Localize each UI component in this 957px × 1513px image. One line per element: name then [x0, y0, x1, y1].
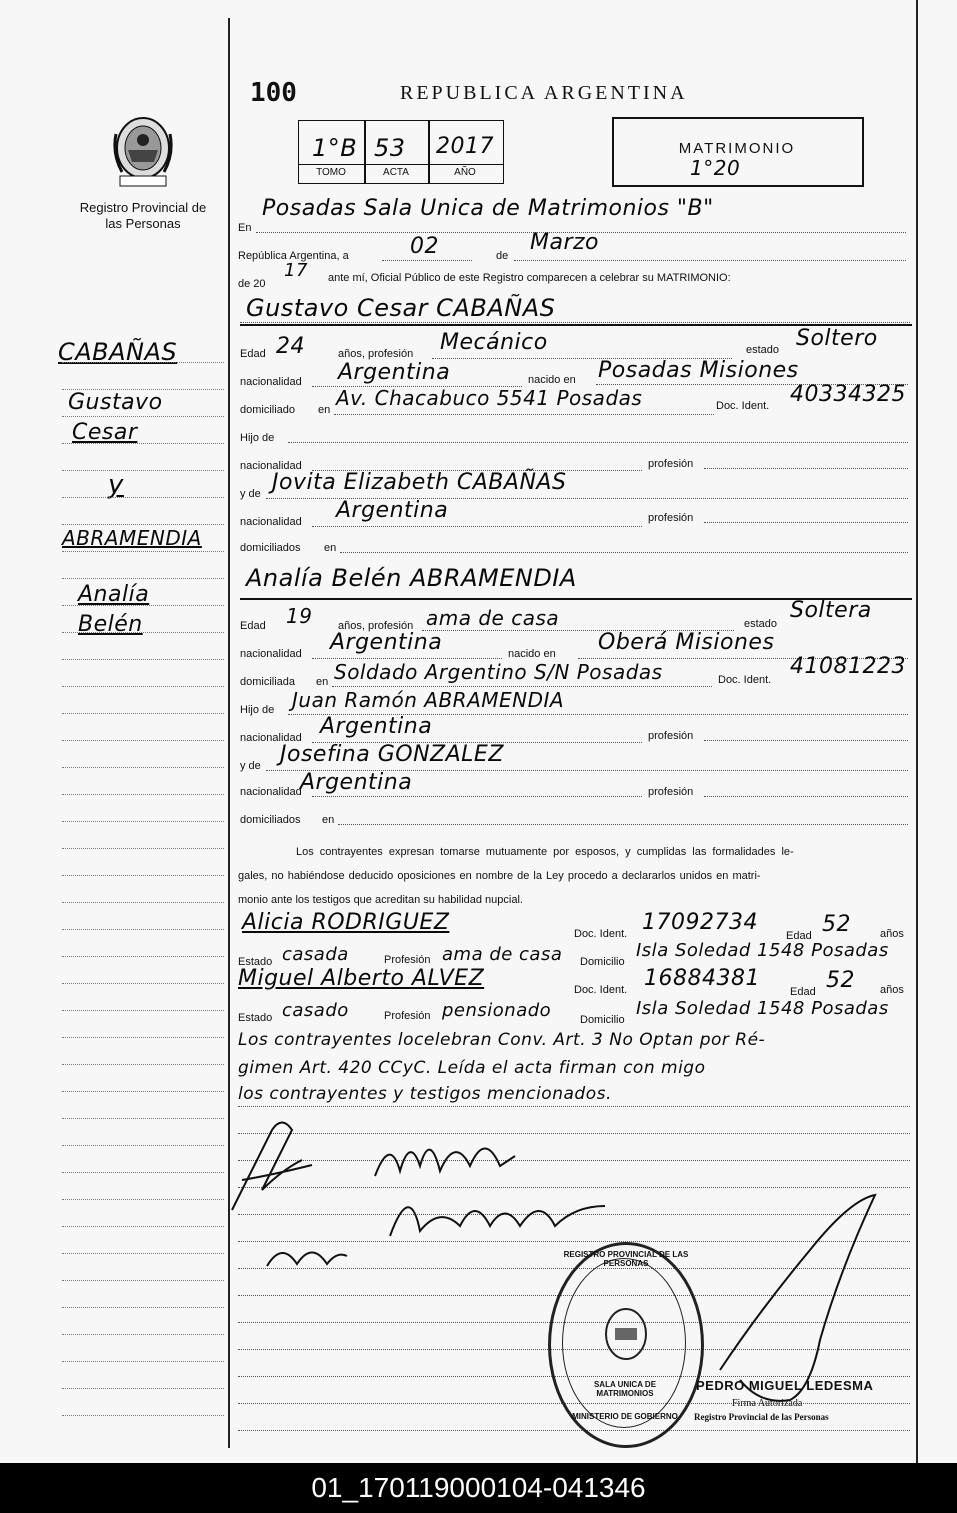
bride-estado-label: estado	[744, 618, 778, 630]
groom-civil-status: Soltero	[796, 326, 878, 351]
margin-rule-line	[62, 605, 224, 606]
margin-rule-line	[62, 416, 224, 417]
margin-rule-line	[62, 632, 224, 633]
margin-rule-line	[62, 956, 224, 957]
boxes-divider	[298, 164, 503, 165]
de-label-1: de	[496, 250, 509, 262]
witness-2-profession: pensionado	[442, 1000, 552, 1021]
groom-mother-label: y de	[240, 488, 261, 500]
witness-1-status-label: Estado	[238, 956, 273, 968]
acta-value: 53	[374, 134, 406, 162]
margin-rule-line	[62, 578, 224, 579]
body-rule-line	[238, 1106, 910, 1107]
bride-parents-address-label: domiciliados	[240, 814, 301, 826]
acta-label: ACTA	[383, 167, 409, 178]
margin-rule-line	[62, 389, 224, 390]
republica-label: República Argentina, a	[238, 250, 349, 262]
bride-father-label: Hijo de	[240, 704, 275, 716]
groom-profession-label: años, profesión	[338, 348, 414, 360]
official-title: Firma Autorizada	[732, 1398, 803, 1409]
bride-mother-nationality: Argentina	[300, 770, 413, 795]
margin-rule-line	[62, 362, 224, 363]
year-prefix: de 20	[238, 278, 266, 290]
groom-father-profession-label: profesión	[648, 458, 694, 470]
groom-birthplace: Posadas Misiones	[598, 358, 799, 383]
margin-note-given-groom-1: Gustavo	[68, 390, 163, 415]
margin-rule-line	[62, 1064, 224, 1065]
groom-nationality: Argentina	[338, 360, 451, 385]
margin-rule-line	[62, 821, 224, 822]
matrimonio-title: MATRIMONIO	[678, 140, 796, 157]
margin-note-surname-groom: CABAÑAS	[58, 338, 178, 366]
bride-nationality-label: nacionalidad	[240, 648, 302, 660]
groom-father-label: Hijo de	[240, 432, 275, 444]
bride-doc-id: 41081223	[790, 654, 906, 679]
margin-rule-line	[62, 443, 224, 444]
left-vertical-rule	[228, 18, 230, 1448]
witness-1-age: 52	[822, 912, 851, 937]
witness-1-doc-id: 17092734	[642, 910, 758, 935]
witness-2-age-label: Edad	[790, 986, 816, 998]
anio-value: 2017	[436, 134, 494, 159]
groom-parents-address-line	[340, 552, 908, 553]
margin-rule-line	[62, 929, 224, 930]
stamp-inner-text: SALA UNICA DE MATRIMONIOS	[593, 1380, 657, 1398]
groom-mother-nationality: Argentina	[336, 498, 449, 523]
province-emblem	[108, 114, 178, 190]
year-suffix: 17	[284, 260, 308, 281]
bride-address-line	[332, 686, 712, 687]
margin-rule-line	[62, 740, 224, 741]
witness-2-doc-label: Doc. Ident.	[574, 984, 628, 996]
declaration-line-3: monio ante los testigos que acreditan su habilidad nupcial.	[238, 894, 523, 906]
day-line	[382, 260, 472, 261]
bride-age: 19	[286, 604, 313, 628]
margin-note-surname-bride: ABRAMENDIA	[62, 526, 202, 550]
margin-rule-line	[62, 1280, 224, 1281]
note-line-3: los contrayentes y testigos mencionados.	[238, 1084, 612, 1104]
bride-mother-nationality-label: nacionalidad	[240, 786, 302, 798]
witness-2-status-label: Estado	[238, 1012, 273, 1024]
stamp-emblem	[603, 1306, 649, 1362]
right-vertical-rule	[916, 0, 918, 1463]
margin-rule-line	[62, 1037, 224, 1038]
matrimonio-number: 1°20	[690, 156, 741, 180]
groom-parents-en-label: en	[324, 542, 337, 554]
tomo-label: TOMO	[316, 167, 346, 178]
groom-age: 24	[276, 334, 305, 359]
margin-rule-line	[62, 659, 224, 660]
margin-rule-line	[62, 713, 224, 714]
body-rule-line	[238, 1133, 910, 1134]
page-number: 100	[250, 78, 297, 108]
bride-domiciliada-label: domiciliada	[240, 676, 296, 688]
margin-note-given-groom-2: Cesar	[72, 420, 138, 445]
act-intro-text: ante mí, Oficial Público de este Registro comparecen a celebrar su MATRIMONIO:	[328, 272, 731, 284]
groom-nationality-label: nacionalidad	[240, 376, 302, 388]
margin-rule-line	[62, 1172, 224, 1173]
groom-mother: Jovita Elizabeth CABAÑAS	[272, 470, 567, 495]
groom-father-nationality-label: nacionalidad	[240, 460, 302, 472]
margin-rule-line	[62, 497, 224, 498]
anio-label: AÑO	[454, 167, 476, 178]
witness-1-age-label: Edad	[786, 930, 812, 942]
bride-civil-status: Soltera	[790, 598, 872, 623]
groom-father-line	[288, 442, 908, 443]
margin-rule-line	[62, 1415, 224, 1416]
witness-1-address-label: Domicilio	[580, 956, 625, 968]
bride-parents-en-label: en	[322, 814, 335, 826]
bride-mother-label: y de	[240, 760, 261, 772]
groom-doc-label: Doc. Ident.	[716, 400, 770, 412]
act-month: Marzo	[530, 230, 600, 255]
bride-mother: Josefina GONZALEZ	[280, 742, 504, 767]
signature-official	[700, 1190, 900, 1410]
bride-profession: ama de casa	[426, 606, 560, 630]
bride-en-label: en	[316, 676, 329, 688]
witness-2-anos-label: años	[880, 984, 904, 996]
margin-rule-line	[62, 767, 224, 768]
witness-2-status: casado	[282, 1000, 349, 1021]
margin-rule-line	[62, 1388, 224, 1389]
margin-note-and: y	[108, 470, 124, 500]
stamp-outer-text: REGISTRO PROVINCIAL DE LAS PERSONAS	[563, 1250, 689, 1268]
groom-name-line	[240, 322, 910, 323]
declaration-line-1: Los contrayentes expresan tomarse mutuamente por esposos, y cumplidas las formalidades le-	[296, 846, 794, 858]
witness-1-status: casada	[282, 944, 349, 965]
margin-note-given-bride-2: Belén	[78, 612, 143, 637]
margin-rule-line	[62, 902, 224, 903]
groom-en-label: en	[318, 404, 331, 416]
bride-mother-profession-line	[704, 796, 908, 797]
groom-birthplace-label: nacido en	[528, 374, 576, 386]
witness-1-name: Alicia RODRIGUEZ	[242, 910, 450, 935]
groom-mother-profession-label: profesión	[648, 512, 694, 524]
margin-rule-line	[62, 983, 224, 984]
groom-mother-profession-line	[704, 522, 908, 523]
margin-rule-line	[62, 1118, 224, 1119]
margin-rule-line	[62, 875, 224, 876]
signature-witness-1	[380, 1176, 610, 1246]
witness-2-doc-id: 16884381	[644, 966, 760, 991]
bride-profession-label: años, profesión	[338, 620, 414, 632]
margin-rule-line	[62, 794, 224, 795]
bride-parents-address-line	[338, 824, 908, 825]
groom-name: Gustavo Cesar CABAÑAS	[246, 294, 556, 322]
groom-profession: Mecánico	[440, 330, 548, 355]
official-registry: Registro Provincial de las Personas	[694, 1412, 829, 1422]
note-line-1: Los contrayentes locelebran Conv. Art. 3 No Optan por Ré-	[238, 1030, 766, 1050]
margin-rule-line	[62, 1226, 224, 1227]
act-day: 02	[410, 234, 439, 259]
margin-rule-line	[62, 1253, 224, 1254]
margin-note-given-bride-1: Analía	[78, 582, 150, 607]
groom-estado-label: estado	[746, 344, 780, 356]
margin-rule-line	[62, 1334, 224, 1335]
body-rule-line	[238, 1430, 910, 1431]
registry-name: Registro Provincial de las Personas	[79, 200, 207, 231]
stamp-bottom-text: MINISTERIO DE GOBIERNO	[572, 1412, 678, 1421]
bride-father-profession-line	[704, 740, 908, 741]
bride-mother-profession-label: profesión	[648, 786, 694, 798]
tomo-value: 1°B	[312, 134, 358, 162]
margin-rule-line	[62, 1091, 224, 1092]
witness-2-name: Miguel Alberto ALVEZ	[238, 966, 485, 991]
groom-parents-address-label: domiciliados	[240, 542, 301, 554]
margin-rule-line	[62, 1145, 224, 1146]
witness-1-address: Isla Soledad 1548 Posadas	[636, 940, 889, 961]
witness-2-address-label: Domicilio	[580, 1014, 625, 1026]
bride-mother-nationality-line	[312, 796, 642, 797]
bride-father-profession-label: profesión	[648, 730, 694, 742]
margin-rule-line	[62, 686, 224, 687]
groom-mother-nationality-label: nacionalidad	[240, 516, 302, 528]
bride-birthplace: Oberá Misiones	[598, 630, 775, 655]
body-rule-line	[238, 1160, 910, 1161]
bride-doc-label: Doc. Ident.	[718, 674, 772, 686]
witness-1-profession: ama de casa	[442, 944, 563, 965]
official-name: PEDRO MIGUEL LEDESMA	[696, 1378, 874, 1393]
witness-2-profession-label: Profesión	[384, 1010, 431, 1022]
month-line	[514, 260, 906, 261]
declaration-line-2: gales, no habiéndose deducido oposiciones en nombre de la Ley procedo a declararlos unidos en matri-	[238, 870, 761, 882]
witness-2-age: 52	[826, 968, 855, 993]
margin-rule-line	[62, 1307, 224, 1308]
signature-groom	[222, 1110, 322, 1220]
groom-father-profession-line	[704, 468, 908, 469]
bride-nationality: Argentina	[330, 630, 443, 655]
groom-doc-id: 40334325	[790, 382, 906, 407]
bride-address: Soldado Argentino S/N Posadas	[334, 660, 663, 684]
act-place: Posadas Sala Unica de Matrimonios "B"	[262, 196, 714, 221]
witness-1-doc-label: Doc. Ident.	[574, 928, 628, 940]
groom-domiciliado-label: domiciliado	[240, 404, 296, 416]
en-label: En	[238, 222, 252, 234]
bride-nationality-line	[312, 658, 502, 659]
bride-father-nationality-label: nacionalidad	[240, 732, 302, 744]
margin-rule-line	[62, 524, 224, 525]
margin-rule-line	[62, 1010, 224, 1011]
groom-edad-label: Edad	[240, 348, 266, 360]
margin-rule-line	[62, 848, 224, 849]
witness-2-address: Isla Soledad 1548 Posadas	[636, 998, 889, 1019]
groom-mother-nationality-line	[312, 526, 642, 527]
bride-edad-label: Edad	[240, 620, 266, 632]
bride-father-nationality: Argentina	[320, 714, 433, 739]
groom-address-line	[334, 414, 714, 415]
witness-1-profession-label: Profesión	[384, 954, 431, 966]
bride-birthplace-label: nacido en	[508, 648, 556, 660]
margin-rule-line	[62, 1361, 224, 1362]
document-id-footer: 01_170119000104-041346	[0, 1463, 957, 1513]
margin-rule-line	[62, 1199, 224, 1200]
bride-name: Analía Belén ABRAMENDIA	[246, 564, 577, 592]
margin-rule-line	[62, 551, 224, 552]
witness-1-anos-label: años	[880, 928, 904, 940]
bride-father: Juan Ramón ABRAMENDIA	[292, 688, 565, 712]
country-title: REPUBLICA ARGENTINA	[400, 82, 688, 104]
groom-address: Av. Chacabuco 5541 Posadas	[336, 386, 643, 410]
note-line-2: gimen Art. 420 CCyC. Leída el acta firman con migo	[238, 1058, 706, 1078]
signature-witness-2	[262, 1236, 352, 1276]
margin-rule-line	[62, 470, 224, 471]
